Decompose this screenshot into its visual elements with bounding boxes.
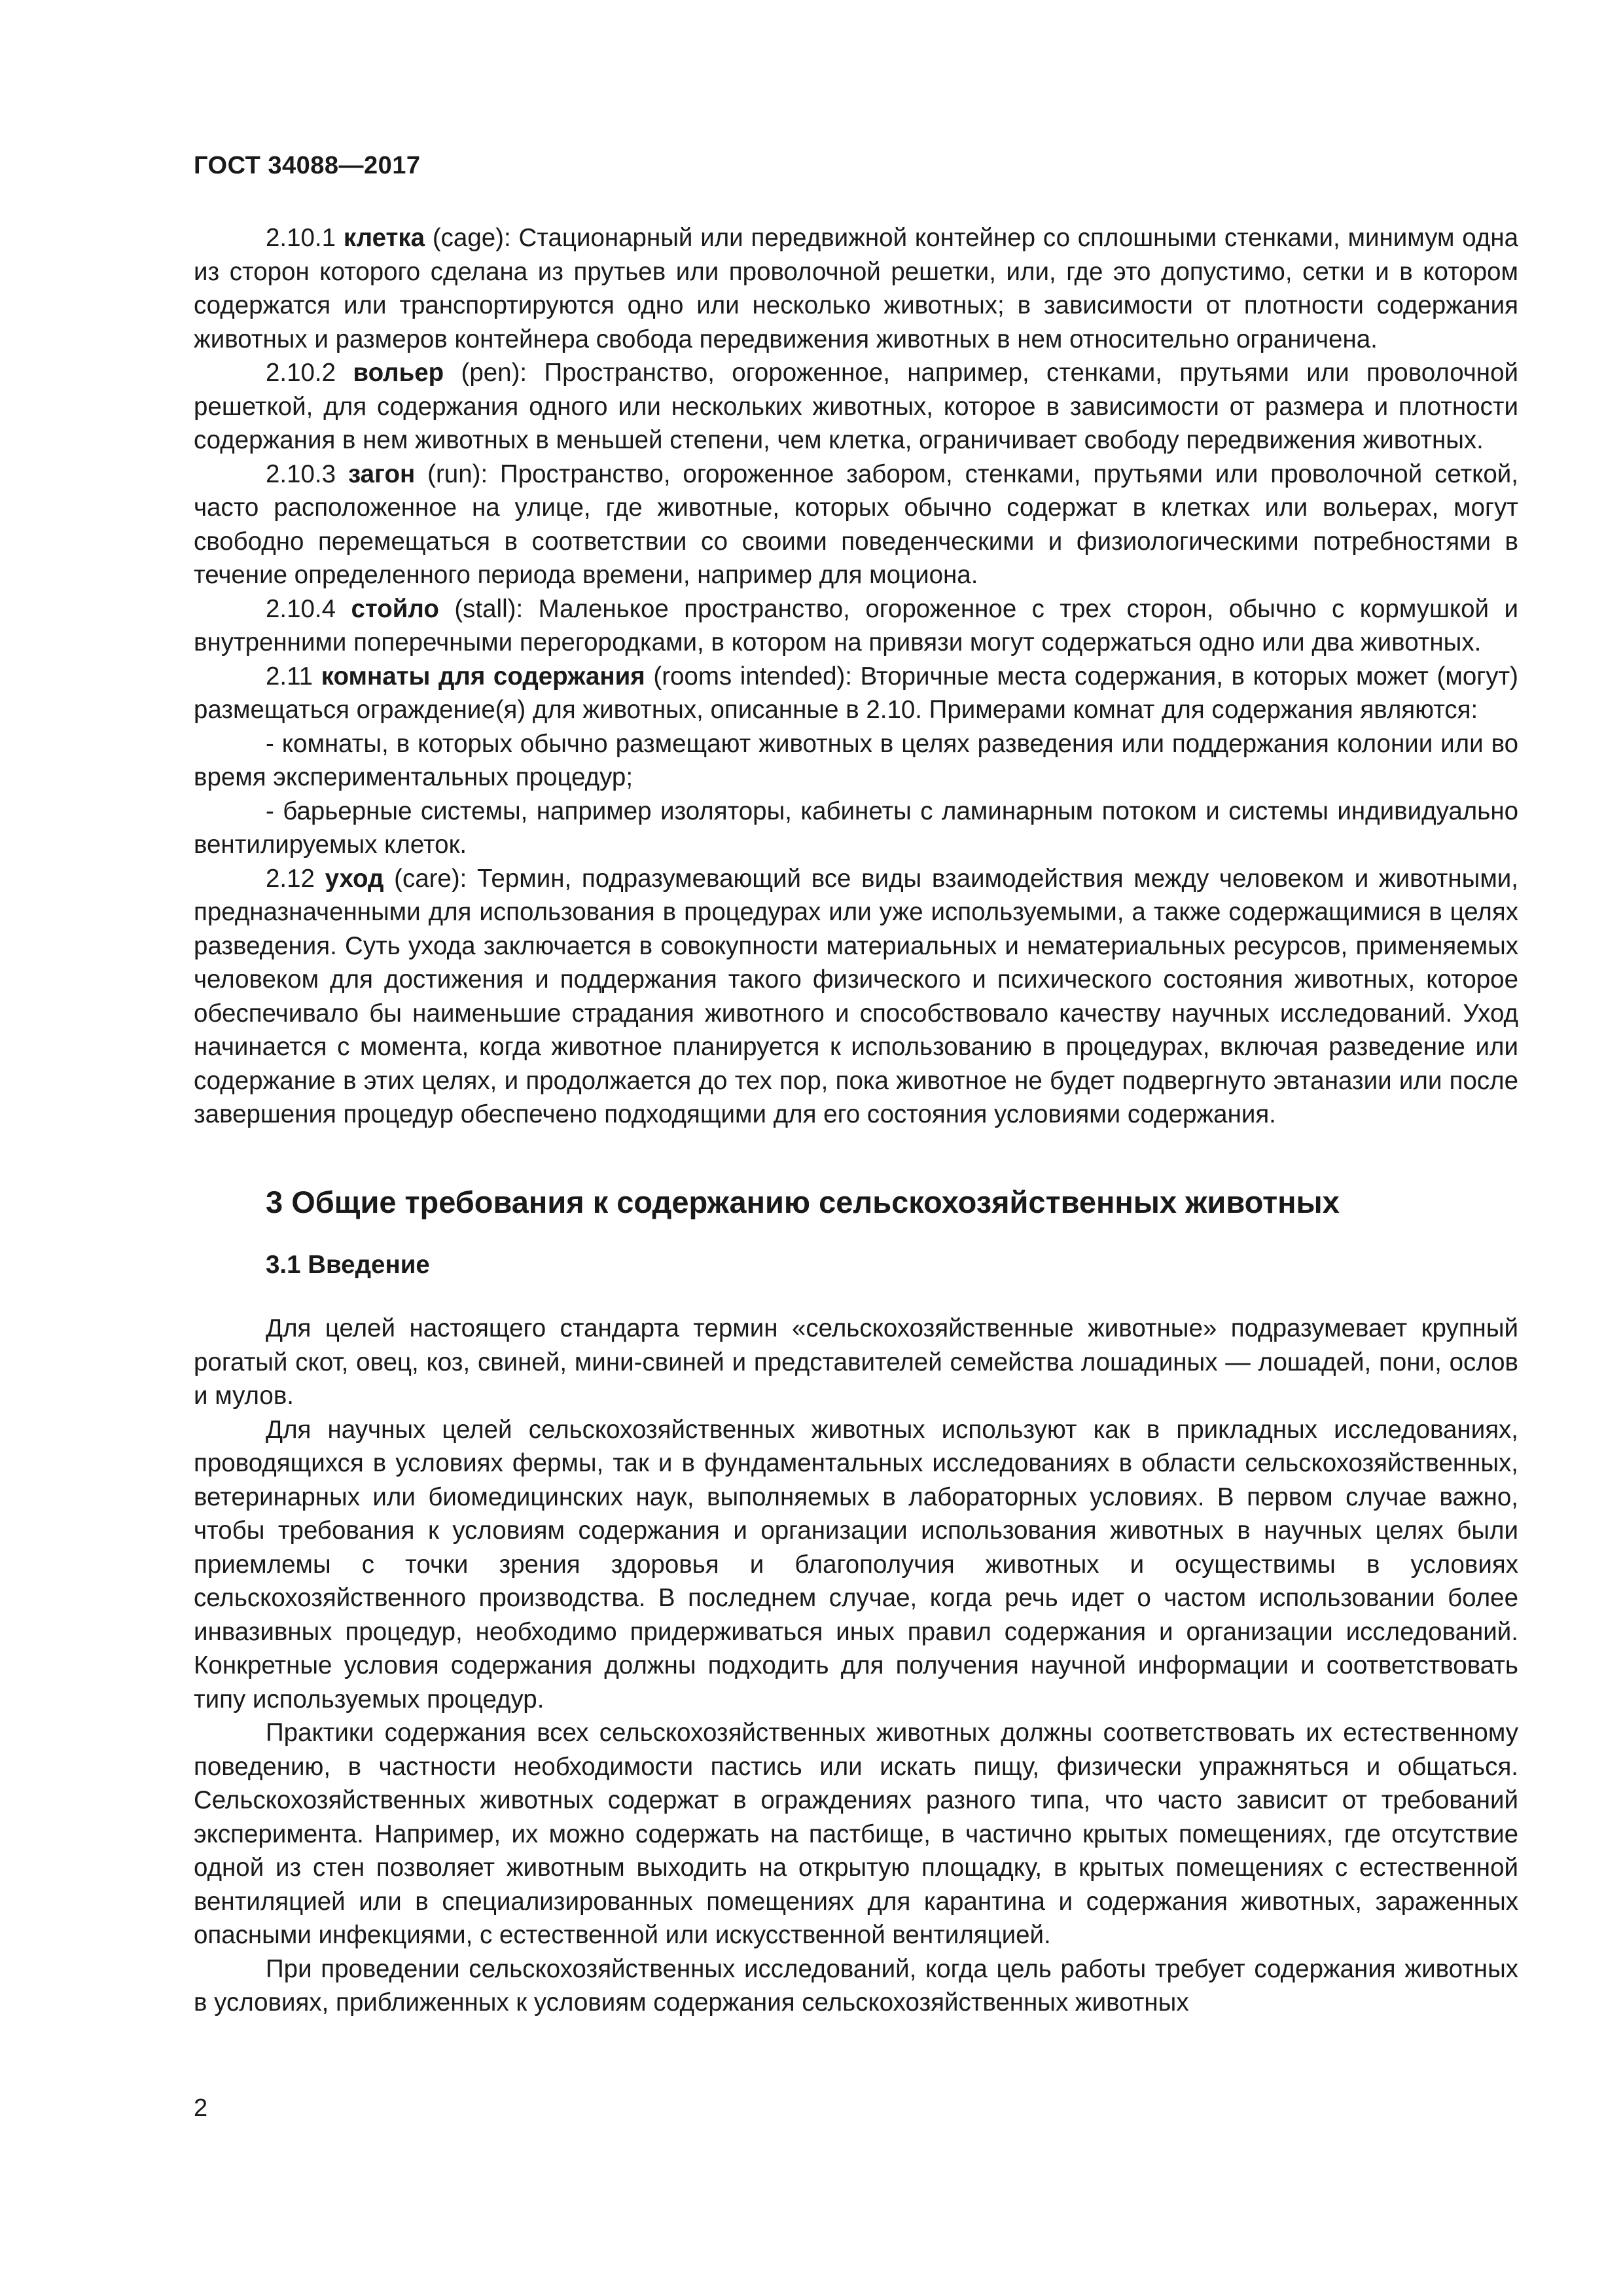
definition-text: (care): Термин, подразумевающий все виды взаимодействия между человеком и животными, предназначенными для использования в процедурах или уже используемыми, а также содержащимися в целях разведения. Суть ухода заключается в совокупности материальных и нематериальных ресурсов, применяемых человеком для достижения и поддержания такого физического и психического состояния животных, которое обеспечивало бы наименьшие страдания животного и способствовало качеству научных исследований. Уход начинается с момента, когда животное планируется к использованию в процедурах, включая разведение или содержание в этих целях, и продолжается до тех пор, пока животное не будет подвергнуто эвтаназии или после завершения процедур обеспечено подходящими для его состояния условиями содержания. xyxy=(194,864,1518,1128)
definition-2-11 xyxy=(194,660,1518,727)
definition-number: 2.10.1 xyxy=(266,224,336,252)
body-paragraph: Практики содержания всех сельскохозяйственных животных должны соответствовать их естественному поведению, в частности необходимости пастись или искать пищу, физически упражняться и общаться. Сельскохозяйственных животных содержат в ограждениях разного типа, что часто зависит от требований эксперимента. Например, их можно содержать на пастбище, в частично крытых помещениях, где отсутствие одной из стен позволяет животным выходить на открытую площадку, в крытых помещениях с естественной вентиляцией или в специализированных помещениях для карантина и содержания животных, зараженных опасными инфекциями, с естественной или искусственной вентиляцией. xyxy=(194,1719,1518,1949)
definition-text: (run): Пространство, огороженное забором, стенками, прутьями или проволочной сеткой, часто расположенное на улице, где животные, которых обычно содержат в клетках или вольерах, могут свободно перемещаться в соответствии со своими поведенческими и физиологическими потребностями в течение определенного периода времени, например для моциона. xyxy=(194,459,1518,589)
definition-term: комнаты для содержания xyxy=(321,662,645,691)
definition-text: (cage): Стационарный или передвижной контейнер со сплошными стенками, минимум одна из сторон которого сделана из прутьев или проволочной решетки, или, где это допустимо, сетки и в котором содержатся или транспортируются одно или несколько животных; в зависимости от плотности содержания животных и размеров контейнера свобода передвижения животных в нем относительно ограничена. xyxy=(194,224,1518,353)
definition-number: 2.12 xyxy=(266,864,315,893)
list-item: - барьерные системы, например изоляторы, кабинеты с ламинарным потоком и системы индивидуально вентилируемых клеток. xyxy=(194,797,1518,859)
definition-2-12 xyxy=(194,862,1518,1132)
definition-number: 2.10.2 xyxy=(266,359,336,387)
body-paragraph: Для научных целей сельскохозяйственных животных используют как в прикладных исследованиях, проводящихся в условиях фермы, так и в фундаментальных исследованиях в области сельскохозяйственных, ветеринарных или биомедицинских наук, выполняемых в лабораторных условиях. В первом случае важно, чтобы требования к условиям содержания и организации использования животных в научных целях были приемлемы с точки зрения здоровья и благополучия животных и осуществимы в условиях сельскохозяйственного производства. В последнем случае, когда речь идет о частом использовании более инвазивных процедур, необходимо придерживаться иных правил содержания и организации исследований. Конкретные условия содержания должны подходить для получения научной информации и соответствовать типу используемых процедур. xyxy=(194,1415,1518,1713)
definition-2-10-4 xyxy=(194,592,1518,660)
document-header: ГОСТ 34088—2017 xyxy=(194,152,421,179)
body-paragraph: Для целей настоящего стандарта термин «сельскохозяйственные животные» подразумевает крупный рогатый скот, овец, коз, свиней, мини-свиней и представителей семейства лошадиных — лошадей, пони, ослов и мулов. xyxy=(194,1314,1518,1410)
section-title: 3 Общие требования к содержанию сельскохозяйственных животных xyxy=(266,1184,1340,1219)
definition-text: (pen): Пространство, огороженное, например, стенками, прутьями или проволочной решеткой, для содержания одного или нескольких животных, которое в зависимости от размера и плотности содержания в нем животных в меньшей степени, чем клетка, ограничивает свободу передвижения животных. xyxy=(194,359,1518,454)
document-body xyxy=(194,221,1518,2020)
definition-term: загон xyxy=(348,459,416,488)
subsection-title: 3.1 Введение xyxy=(266,1250,430,1279)
body-paragraph: При проведении сельскохозяйственных исследований, когда цель работы требует содержания животных в условиях, приближенных к условиям содержания сельскохозяйственных животных xyxy=(194,1954,1518,2017)
definition-term: клетка xyxy=(343,224,425,252)
definition-term: стойло xyxy=(351,594,439,623)
definition-number: 2.10.3 xyxy=(266,459,336,488)
definition-2-10-2 xyxy=(194,356,1518,457)
definition-term: вольер xyxy=(353,359,444,387)
definition-text: (stall): Маленькое пространство, огороженное с трех сторон, обычно с кормушкой и внутренними поперечными перегородками, в котором на привязи могут содержаться одно или два животных. xyxy=(194,594,1518,656)
definition-2-10-1 xyxy=(194,221,1518,356)
definition-text: (rooms intended): Вторичные места содержания, в которых может (могут) размещаться ограждение(я) для животных, описанные в 2.10. Примерами комнат для содержания являются: xyxy=(194,662,1518,724)
definition-2-10-3 xyxy=(194,457,1518,592)
page-number: 2 xyxy=(194,2094,208,2122)
list-item: - комнаты, в которых обычно размещают животных в целях разведения или поддержания колонии или во время экспериментальных процедур; xyxy=(194,729,1518,791)
definition-term: уход xyxy=(325,864,384,893)
definition-number: 2.10.4 xyxy=(266,594,336,623)
definition-number: 2.11 xyxy=(266,662,313,691)
